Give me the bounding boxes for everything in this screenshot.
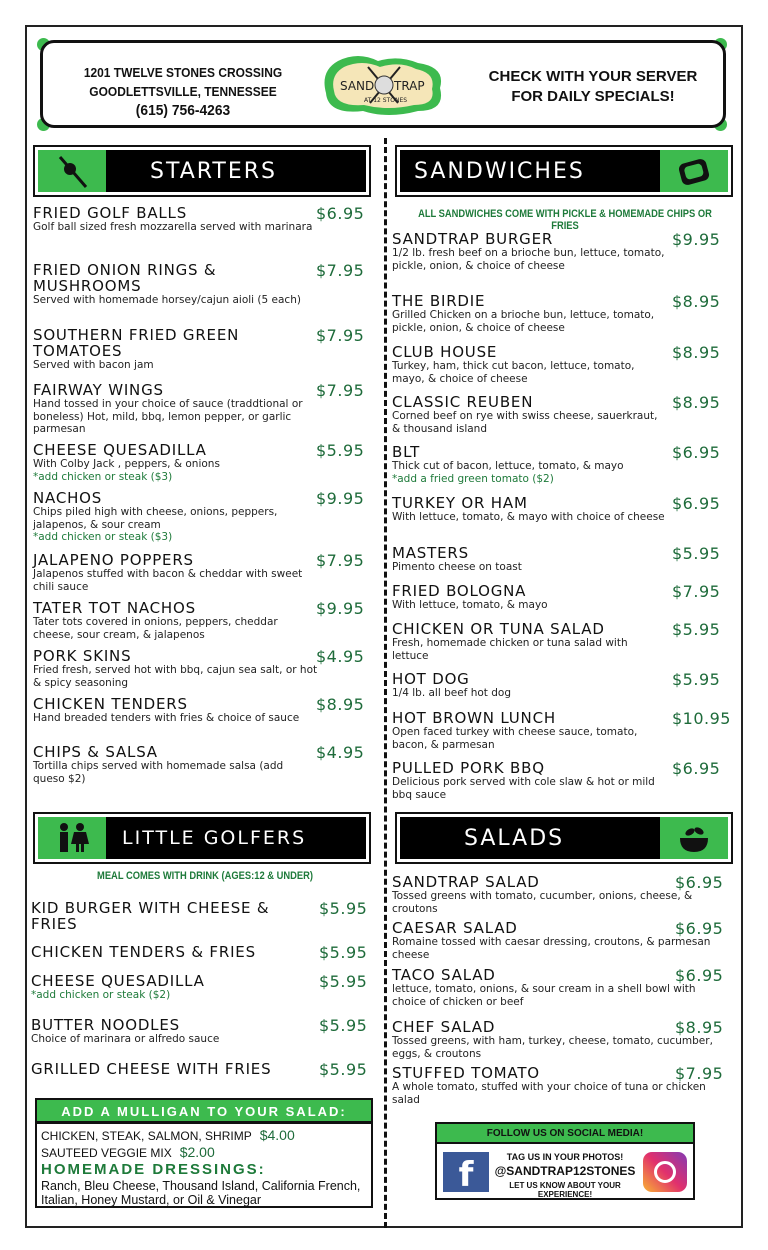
item-description: 1/4 lb. all beef hot dog <box>392 687 512 699</box>
mulligan-box <box>35 1098 373 1208</box>
item-name: GRILLED CHEESE WITH FRIES <box>31 1060 272 1078</box>
menu-item <box>33 552 318 593</box>
salad-bowl-icon <box>660 817 728 859</box>
menu-item <box>392 231 667 272</box>
menu-item <box>33 382 318 436</box>
menu-item <box>33 327 318 372</box>
mulligan-veggie-price: $2.00 <box>179 1144 215 1160</box>
item-price: $5.95 <box>319 899 368 918</box>
item-price: $4.95 <box>316 743 365 762</box>
item-description: Hand tossed in your choice of sauce (traddtional or boneless) Hot, mild, bbq, lemon pepper, or garlic parmesan <box>33 398 303 435</box>
item-name: CHEF SALAD <box>392 1018 496 1036</box>
item-price: $6.95 <box>672 494 721 513</box>
item-name: CHIPS & SALSA <box>33 743 158 761</box>
menu-item <box>33 696 318 725</box>
item-description: Served with homemade horsey/cajun aioli (5 each) <box>33 294 301 306</box>
menu-item <box>31 1017 316 1046</box>
item-name: CHEESE QUESADILLA <box>33 441 207 459</box>
item-name: CHEESE QUESADILLA <box>31 972 205 990</box>
item-price: $8.95 <box>316 695 365 714</box>
item-description: 1/2 lb. fresh beef on a brioche bun, lettuce, tomato, pickle, onion, & choice of cheese <box>392 247 665 272</box>
menu-header <box>40 40 726 128</box>
item-name: NACHOS <box>33 489 103 507</box>
section-header-salads <box>395 812 733 864</box>
menu-item <box>33 442 318 483</box>
item-name: THE BIRDIE <box>392 292 486 310</box>
item-description: Corned beef on rye with swiss cheese, sauerkraut, & thousand island <box>392 410 658 435</box>
item-price: $5.95 <box>319 972 368 991</box>
item-name: CHICKEN TENDERS <box>33 695 188 713</box>
item-addon: *add chicken or steak ($2) <box>31 989 171 1001</box>
facebook-letter: f <box>458 1155 474 1192</box>
item-description: Pimento cheese on toast <box>392 561 522 573</box>
menu-item <box>392 621 667 662</box>
item-description: Tortilla chips served with homemade salsa (add queso $2) <box>33 760 284 785</box>
item-name: MASTERS <box>392 544 469 562</box>
item-price: $8.95 <box>675 1018 724 1037</box>
item-name: TATER TOT NACHOS <box>33 599 196 617</box>
mulligan-title: ADD A MULLIGAN TO YOUR SALAD: <box>37 1100 371 1124</box>
social-tag-note: TAG US IN YOUR PHOTOS! <box>506 1152 624 1162</box>
item-name: CHICKEN TENDERS & FRIES <box>31 943 256 961</box>
section-header-little-golfers <box>33 812 371 864</box>
item-name: PORK SKINS <box>33 647 132 665</box>
item-name: PULLED PORK BBQ <box>392 759 545 777</box>
item-price: $5.95 <box>672 670 721 689</box>
menu-item <box>31 944 316 960</box>
item-description: Grilled Chicken on a brioche bun, lettuce, tomato, pickle, onion, & choice of cheese <box>392 309 655 334</box>
item-price: $9.95 <box>316 489 365 508</box>
svg-text:TRAP: TRAP <box>394 79 425 93</box>
mulligan-proteins-price: $4.00 <box>259 1127 295 1143</box>
section-header-sandwiches <box>395 145 733 197</box>
item-name: HOT DOG <box>392 670 470 688</box>
menu-item <box>33 648 318 689</box>
item-description: Thick cut of bacon, lettuce, tomato, & mayo <box>392 460 624 472</box>
item-price: $8.95 <box>672 393 721 412</box>
item-description: Delicious pork served with cole slaw & hot or mild bbq sauce <box>392 776 655 801</box>
item-price: $5.95 <box>672 620 721 639</box>
mulligan-veggie <box>37 1144 371 1161</box>
item-price: $6.95 <box>675 873 724 892</box>
item-price: $9.95 <box>672 230 721 249</box>
item-price: $7.95 <box>316 261 365 280</box>
item-price: $6.95 <box>672 759 721 778</box>
menu-item <box>33 744 318 785</box>
item-price: $6.95 <box>316 204 365 223</box>
item-description: Turkey, ham, thick cut bacon, lettuce, tomato, mayo, & choice of cheese <box>392 360 635 385</box>
menu-item <box>392 760 667 801</box>
item-price: $5.95 <box>672 544 721 563</box>
item-description: Hand breaded tenders with fries & choice of sauce <box>33 712 300 724</box>
address-line1: 1201 TWELVE STONES CROSSING <box>83 65 283 80</box>
menu-item <box>33 490 318 544</box>
menu-item <box>392 545 667 574</box>
item-description: Tater tots covered in onions, peppers, cheddar cheese, sour cream, & jalapenos <box>33 616 278 641</box>
section-header-starters <box>33 145 371 197</box>
item-addon: *add chicken or steak ($3) <box>33 470 173 483</box>
item-name: TACO SALAD <box>392 966 496 984</box>
item-price: $7.95 <box>316 551 365 570</box>
section-title: LITTLE GOLFERS <box>122 827 307 849</box>
item-price: $5.95 <box>319 943 368 962</box>
address <box>82 63 284 120</box>
toast-icon <box>660 150 728 192</box>
social-media-box <box>435 1122 695 1200</box>
item-price: $7.95 <box>316 381 365 400</box>
svg-text:SAND: SAND <box>340 79 375 93</box>
item-description: Romaine tossed with caesar dressing, croutons, & parmesan cheese <box>392 936 711 961</box>
item-name: FRIED ONION RINGS & MUSHROOMS <box>33 261 217 295</box>
item-description: Chips piled high with cheese, onions, peppers, jalapenos, & sour cream <box>33 506 278 531</box>
social-title: FOLLOW US ON SOCIAL MEDIA! <box>437 1124 693 1144</box>
item-price: $6.95 <box>675 966 724 985</box>
sandwiches-note: ALL SANDWICHES COME WITH PICKLE & HOMEMADE CHIPS OR FRIES <box>418 208 712 232</box>
section-title: STARTERS <box>150 158 278 184</box>
item-name: CAESAR SALAD <box>392 919 518 937</box>
item-name: JALAPENO POPPERS <box>33 551 194 569</box>
item-addon: *add a fried green tomato ($2) <box>392 472 554 485</box>
item-description: Choice of marinara or alfredo sauce <box>31 1033 220 1045</box>
item-price: $7.95 <box>316 326 365 345</box>
item-description: lettuce, tomato, onions, & sour cream in a shell bowl with choice of chicken or beef <box>392 983 696 1008</box>
menu-item <box>31 1061 316 1077</box>
skewer-icon <box>38 150 106 192</box>
item-name: KID BURGER WITH CHEESE & FRIES <box>31 899 270 933</box>
menu-item <box>392 444 667 485</box>
item-description: Golf ball sized fresh mozzarella served with marinara <box>33 221 313 233</box>
item-price: $6.95 <box>675 919 724 938</box>
mulligan-veggie-label: SAUTEED VEGGIE MIX <box>41 1146 172 1160</box>
item-price: $8.95 <box>672 292 721 311</box>
item-name: STUFFED TOMATO <box>392 1064 540 1082</box>
menu-item <box>33 262 318 307</box>
item-price: $4.95 <box>316 647 365 666</box>
item-price: $7.95 <box>675 1064 724 1083</box>
phone-number[interactable]: (615) 756-4263 <box>135 102 231 119</box>
item-name: FAIRWAY WINGS <box>33 381 164 399</box>
item-name: TURKEY OR HAM <box>392 494 528 512</box>
instagram-icon[interactable] <box>643 1152 687 1192</box>
item-name: HOT BROWN LUNCH <box>392 709 556 727</box>
item-name: BUTTER NOODLES <box>31 1016 180 1034</box>
item-description: Fresh, homemade chicken or tuna salad with lettuce <box>392 637 628 662</box>
section-title: SALADS <box>464 825 565 851</box>
item-description: Jalapenos stuffed with bacon & cheddar with sweet chili sauce <box>33 568 303 593</box>
item-description: Tossed greens with tomato, cucumber, onions, cheese, & croutons <box>392 890 693 915</box>
menu-item <box>392 495 667 524</box>
item-price: $5.95 <box>316 441 365 460</box>
item-name: SANDTRAP SALAD <box>392 873 540 891</box>
svg-text:AT 12 STONES: AT 12 STONES <box>364 97 408 104</box>
dressings-list: Ranch, Bleu Cheese, Thousand Island, California French, Italian, Honey Mustard, or Oil & Vinegar <box>41 1179 361 1207</box>
item-name: CHICKEN OR TUNA SALAD <box>392 620 605 638</box>
item-addon: *add chicken or steak ($3) <box>33 531 173 543</box>
menu-item <box>392 344 667 385</box>
item-description: With lettuce, tomato, & mayo with choice of cheese <box>392 511 665 523</box>
item-price: $8.95 <box>672 343 721 362</box>
item-price: $10.95 <box>672 709 731 728</box>
dressings-title: HOMEMADE DRESSINGS: <box>41 1161 266 1178</box>
kids-icon <box>38 817 106 859</box>
social-handle[interactable]: @SANDTRAP12STONES <box>494 1164 636 1178</box>
item-description: With Colby Jack , peppers, & onions <box>33 458 220 470</box>
menu-item <box>33 600 318 641</box>
item-name: SOUTHERN FRIED GREEN TOMATOES <box>33 326 240 360</box>
menu-item <box>392 293 667 334</box>
item-description: Tossed greens, with ham, turkey, cheese, tomato, cucumber, eggs, & croutons <box>392 1035 713 1060</box>
item-price: $7.95 <box>672 582 721 601</box>
item-name: FRIED BOLOGNA <box>392 582 527 600</box>
item-price: $9.95 <box>316 599 365 618</box>
item-name: SANDTRAP BURGER <box>392 230 554 248</box>
menu-item <box>392 583 667 612</box>
menu-item <box>392 671 667 700</box>
little-golfers-note: MEAL COMES WITH DRINK (AGES:12 & UNDER) <box>97 870 313 882</box>
daily-specials-note: CHECK WITH YOUR SERVER FOR DAILY SPECIALS! <box>488 68 698 105</box>
item-description: Fried fresh, served hot with bbq, cajun sea salt, or hot & spicy seasoning <box>33 664 318 689</box>
section-title: SANDWICHES <box>414 158 585 184</box>
column-divider <box>384 138 387 1228</box>
menu-item <box>392 710 667 751</box>
item-price: $5.95 <box>319 1060 368 1079</box>
item-description: A whole tomato, stuffed with your choice of tuna or chicken salad <box>392 1081 706 1106</box>
item-name: CLUB HOUSE <box>392 343 498 361</box>
item-price: $6.95 <box>672 443 721 462</box>
item-description: Served with bacon jam <box>33 359 154 371</box>
menu-item <box>33 205 318 234</box>
menu-item <box>392 394 667 435</box>
address-line2: GOODLETTSVILLE, TENNESSEE <box>89 84 277 99</box>
social-experience-note: LET US KNOW ABOUT YOUR EXPERIENCE! <box>509 1181 621 1199</box>
mulligan-proteins <box>37 1127 371 1144</box>
item-name: BLT <box>392 443 421 461</box>
menu-item <box>31 900 316 932</box>
menu-item <box>31 973 316 1002</box>
item-name: CLASSIC REUBEN <box>392 393 534 411</box>
item-name: FRIED GOLF BALLS <box>33 204 188 222</box>
facebook-icon[interactable] <box>443 1152 489 1192</box>
mulligan-proteins-label: CHICKEN, STEAK, SALMON, SHRIMP <box>41 1129 252 1143</box>
item-description: Open faced turkey with cheese sauce, tomato, bacon, & parmesan <box>392 726 638 751</box>
item-price: $5.95 <box>319 1016 368 1035</box>
sandtrap-logo <box>318 53 450 118</box>
item-description: With lettuce, tomato, & mayo <box>392 599 548 611</box>
